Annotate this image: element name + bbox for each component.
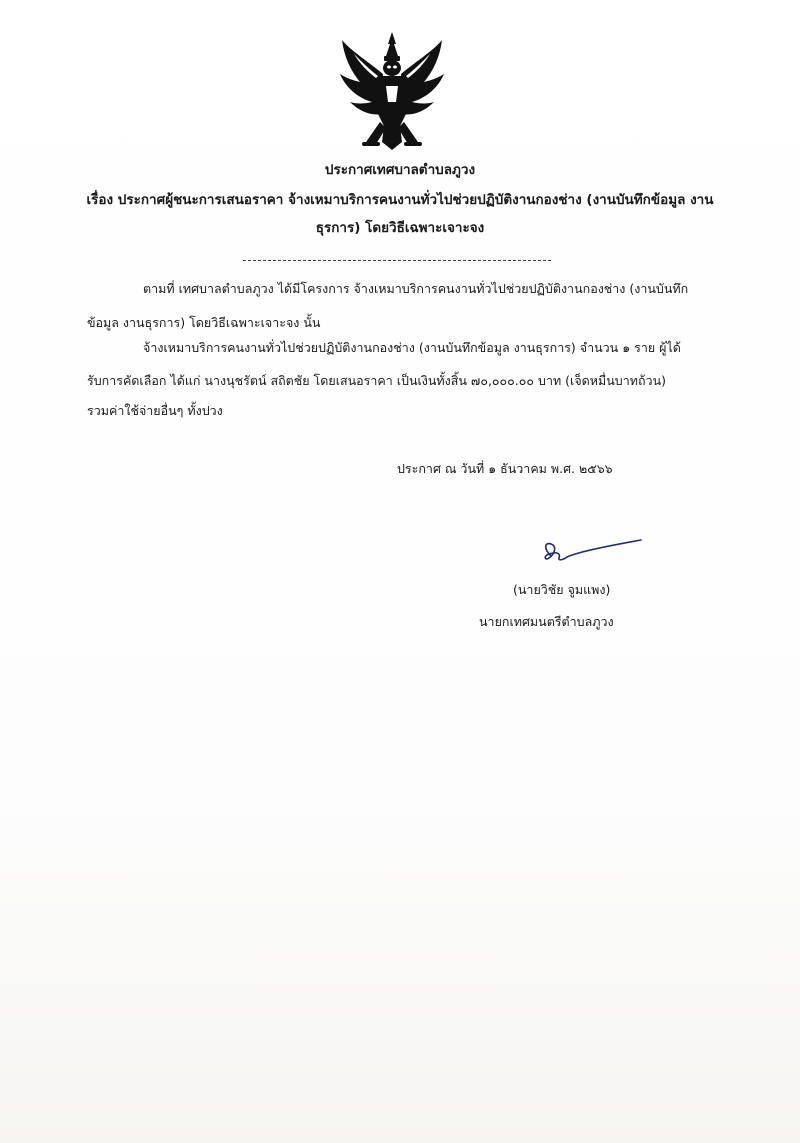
signatory-name: (นายวิชัย จูมแพง) [513, 582, 611, 597]
signatory-position: นายกเทศมนตรีตำบลภูวง [479, 614, 614, 629]
paragraph-2-line-2: รับการคัดเลือก ได้แก่ นางนุชรัตน์ สถิตชัย โดยเสนอราคา เป็นเงินทั้งสิ้น ๗๐,๐๐๐.๐๐ บาท (เจ็ดหมื่นบาทถ้วน) [87, 373, 666, 388]
paragraph-1-line-2: ข้อมูล งานธุรการ) โดยวิธีเฉพาะเจาะจง นั้น [87, 315, 321, 330]
organization-title: ประกาศเทศบาลตำบลภูวง [324, 162, 476, 178]
garuda-emblem-icon [336, 30, 448, 154]
announcement-date: ประกาศ ณ วันที่ ๑ ธันวาคม พ.ศ. ๒๕๖๖ [397, 461, 613, 476]
subject-line-1: เรื่อง ประกาศผู้ชนะการเสนอราคา จ้างเหมาบริการคนงานทั่วไปช่วยปฏิบัติงานกองช่าง (งานบันทึกข้อมูล งาน [86, 192, 714, 208]
paragraph-2-line-1: จ้างเหมาบริการคนงานทั่วไปช่วยปฏิบัติงานกองช่าง (งานบันทึกข้อมูล งานธุรการ) จำนวน ๑ ราย ผู้ได้ [143, 340, 681, 355]
subject-line-2: ธุรการ) โดยวิธีเฉพาะเจาะจง [315, 220, 485, 236]
paragraph-1-line-1: ตามที่ เทศบาลตำบลภูวง ได้มีโครงการ จ้างเหมาบริการคนงานทั่วไปช่วยปฏิบัติงานกองช่าง (งานบันทึก [143, 281, 689, 296]
handwritten-signature [537, 538, 647, 568]
paragraph-2-line-3: รวมค่าใช้จ่ายอื่นๆ ทั้งปวง [87, 403, 223, 418]
divider [243, 260, 551, 261]
